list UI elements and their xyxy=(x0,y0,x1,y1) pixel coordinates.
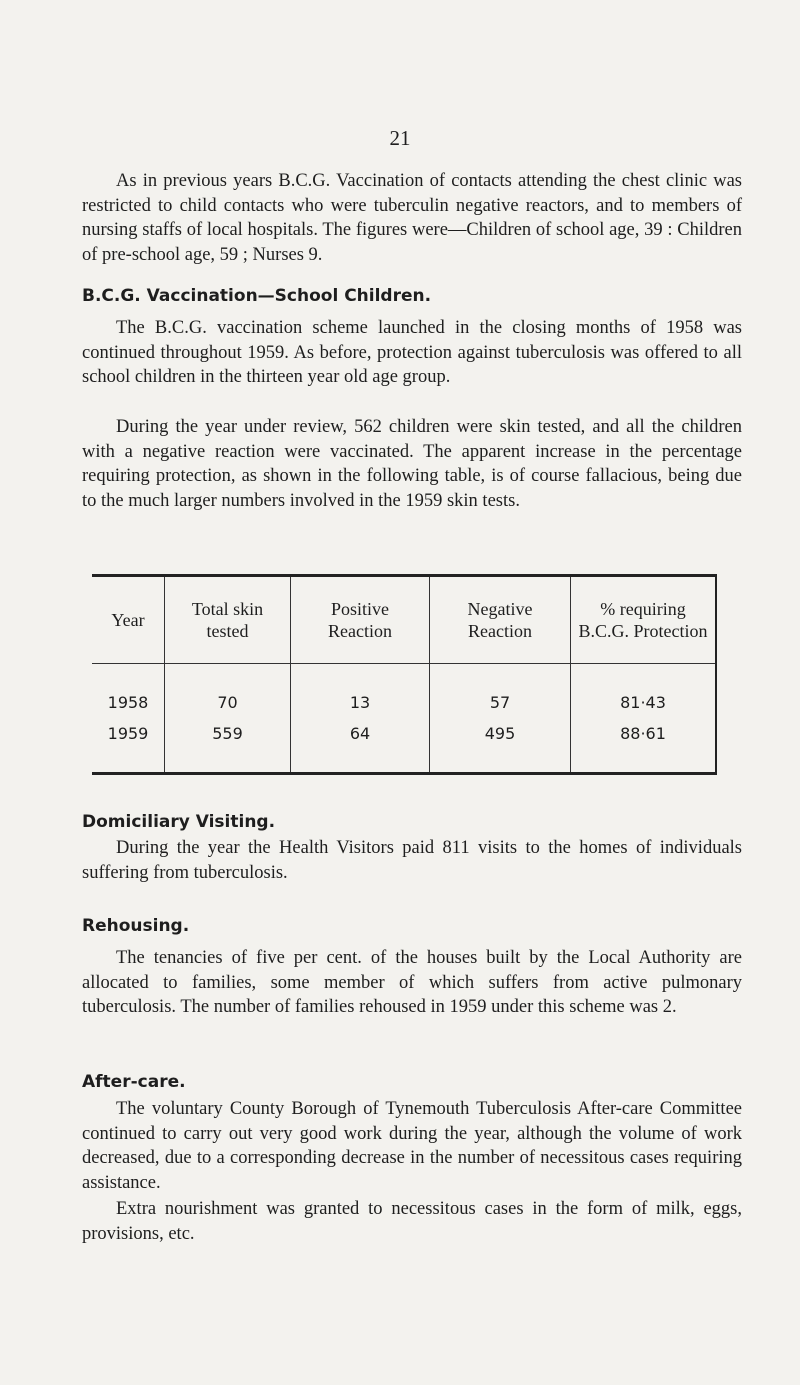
cell-year: 1958 xyxy=(107,693,149,712)
cell-negative: 495 xyxy=(430,718,571,774)
cell-percent: 81·43 xyxy=(571,664,717,719)
intro-paragraph: As in previous years B.C.G. Vaccination of contacts attending the chest clinic was restricted to child contacts who were tuberculin negative reactors, and to members of nursing staffs of local hospitals. The figures were—Children of school age, 39 : Children of pre-school age, 59 ; Nurses 9. xyxy=(82,171,742,265)
page-number: 21 xyxy=(389,126,411,150)
cell-year: 1959 xyxy=(107,724,149,743)
bcg-paragraph-2: During the year under review, 562 children were skin tested, and all the children with a negative reaction were vaccinated. The apparent increase in the percentage requiring protection, as shown in the following table, is of course fallacious, being due to the much larger numbers involved in the 1959 skin tests. xyxy=(82,417,742,511)
aftercare-paragraph-1: The voluntary County Borough of Tynemouth Tuberculosis After-care Committee continued to carry out very good work during the year, although the volume of work decreased, due to a corresponding decrease in the number of necessitous cases requiring assistance. xyxy=(82,1099,742,1193)
cell-total: 559 xyxy=(165,718,291,774)
header-positive-reaction: Positive Reaction xyxy=(291,576,430,664)
cell-total: 70 xyxy=(165,664,291,719)
header-negative-reaction: Negative Reaction xyxy=(430,576,571,664)
domiciliary-heading: Domiciliary Visiting. xyxy=(82,812,276,832)
rehousing-heading: Rehousing. xyxy=(82,916,190,936)
header-percent-requiring: % requiring B.C.G. Protection xyxy=(571,576,717,664)
rehousing-paragraph: The tenancies of five per cent. of the houses built by the Local Authority are allocated to families, some member of which suffers from active pulmonary tuberculosis. The number of families rehoused in 1959 under this scheme was 2. xyxy=(82,948,742,1017)
cell-negative: 57 xyxy=(430,664,571,719)
domiciliary-paragraph: During the year the Health Visitors paid 811 visits to the homes of individuals suffering from tuberculosis. xyxy=(82,838,742,883)
table-row xyxy=(92,718,716,774)
cell-positive: 64 xyxy=(291,718,430,774)
bcg-heading: B.C.G. Vaccination—School Children. xyxy=(82,286,432,306)
vaccination-table xyxy=(92,574,717,775)
table-row xyxy=(92,664,716,719)
cell-percent: 88·61 xyxy=(571,718,717,774)
bcg-paragraph-1: The B.C.G. vaccination scheme launched in the closing months of 1958 was continued throughout 1959. As before, protection against tuberculosis was offered to all school children in the thirteen year old age group. xyxy=(82,318,742,387)
table-header-row xyxy=(92,576,716,664)
aftercare-heading: After-care. xyxy=(82,1072,186,1092)
aftercare-paragraph-2: Extra nourishment was granted to necessitous cases in the form of milk, eggs, provisions, etc. xyxy=(82,1199,742,1244)
header-total-skin-tested: Total skin tested xyxy=(165,576,291,664)
cell-positive: 13 xyxy=(291,664,430,719)
header-year: Year xyxy=(92,576,165,664)
